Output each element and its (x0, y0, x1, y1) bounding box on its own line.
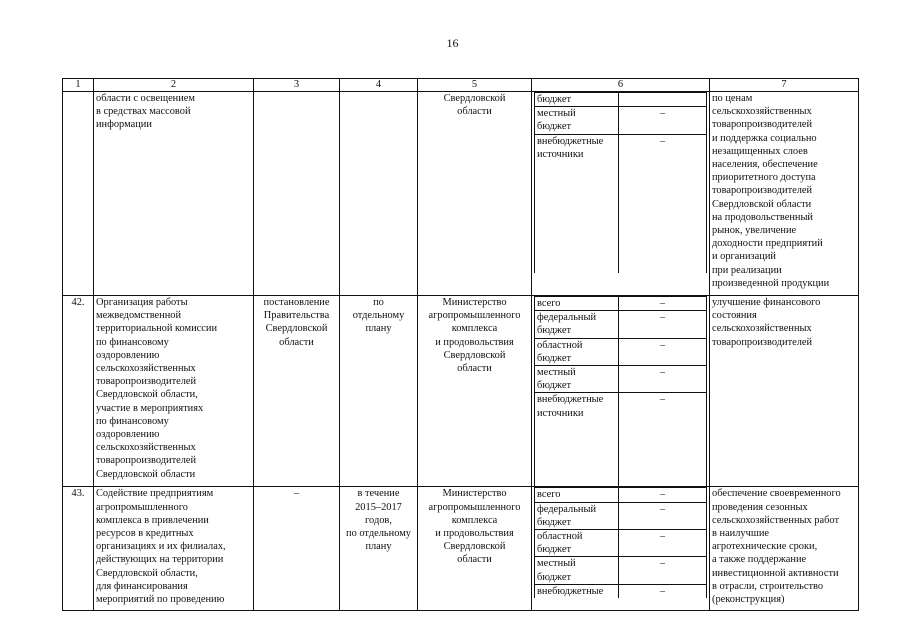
header-col-2: 2 (94, 79, 254, 92)
funding-sources (532, 487, 710, 611)
funding-source-value: – (619, 311, 707, 338)
funding-sources (532, 92, 710, 296)
funding-source-value: – (619, 338, 707, 365)
funding-source-label: федеральный бюджет (535, 311, 619, 338)
term-text: в течение 2015–2017 годов, по отдельному плану (340, 487, 418, 611)
funding-source-value: – (619, 502, 707, 529)
program-activities-table (62, 78, 859, 611)
funding-row (535, 393, 707, 487)
funding-source-label: внебюджетные (535, 584, 619, 598)
executor-text: Министерство агропромышленного комплекса и продовольствия Свердловской области (418, 487, 532, 611)
row-number: 43. (63, 487, 94, 611)
funding-source-value: – (619, 366, 707, 393)
basis-text: постановление Правительства Свердловской области (254, 296, 340, 487)
funding-source-value: – (619, 107, 707, 134)
measure-text: Содействие предприятиям агропромышленного комплекса в привлечении ресурсов в кредитных организациях и их филиалах, действующих на территории Свердловской области, для финансирования мероприятий по проведению (94, 487, 254, 611)
header-col-6: 6 (532, 79, 710, 92)
funding-row (535, 134, 707, 273)
funding-row (535, 530, 707, 557)
funding-row (535, 93, 707, 107)
funding-source-value (619, 93, 707, 107)
header-col-4: 4 (340, 79, 418, 92)
funding-source-label: федеральный бюджет (535, 502, 619, 529)
funding-row (535, 366, 707, 393)
funding-source-label: всего (535, 488, 619, 502)
funding-row (535, 311, 707, 338)
funding-row (535, 584, 707, 598)
result-text: по ценам сельскохозяйственных товаропроизводителей и поддержка социально незащищенных слоев населения, обеспечение приоритетного доступа товаропроизводителей Свердловской области на продовольственный рынок, увеличение доходности предприятий и организаций при реализации произведенной продукции (710, 92, 859, 296)
funding-source-value: – (619, 530, 707, 557)
funding-source-label: бюджет (535, 93, 619, 107)
funding-source-label: областной бюджет (535, 338, 619, 365)
funding-source-label: областной бюджет (535, 530, 619, 557)
funding-source-label: местный бюджет (535, 557, 619, 584)
basis-text: – (254, 487, 340, 611)
funding-source-label: всего (535, 297, 619, 311)
funding-row (535, 488, 707, 502)
funding-row (535, 338, 707, 365)
funding-source-value: – (619, 584, 707, 598)
measure-text: Организация работы межведомственной территориальной комиссии по финансовому оздоровлению сельскохозяйственных товаропроизводителей Свердловской области, участие в мероприятиях по финансовому оздоровлению сельскохозяйственных товаропроизводителей Свердловской области (94, 296, 254, 487)
header-col-7: 7 (710, 79, 859, 92)
measure-text: области с освещением в средствах массовой информации (94, 92, 254, 296)
funding-source-value: – (619, 557, 707, 584)
funding-source-value: – (619, 297, 707, 311)
term-text: по отдельному плану (340, 296, 418, 487)
funding-source-label: внебюджетные источники (535, 134, 619, 273)
executor-text: Свердловской области (418, 92, 532, 296)
funding-source-label: местный бюджет (535, 107, 619, 134)
header-col-1: 1 (63, 79, 94, 92)
row-number: 42. (63, 296, 94, 487)
result-text: улучшение финансового состояния сельскохозяйственных товаропроизводителей (710, 296, 859, 487)
funding-source-value: – (619, 488, 707, 502)
header-col-3: 3 (254, 79, 340, 92)
funding-row (535, 107, 707, 134)
funding-source-label: внебюджетные источники (535, 393, 619, 487)
funding-sources (532, 296, 710, 487)
result-text: обеспечение своевременного проведения сезонных сельскохозяйственных работ в наилучшие агротехнические сроки, а также поддержание инвестиционной активности в отрасли, строительство (реконструкция) (710, 487, 859, 611)
funding-source-value: – (619, 393, 707, 487)
term-text (340, 92, 418, 296)
executor-text: Министерство агропромышленного комплекса и продовольствия Свердловской области (418, 296, 532, 487)
table-row (63, 296, 859, 487)
funding-row (535, 502, 707, 529)
funding-source-value: – (619, 134, 707, 273)
header-col-5: 5 (418, 79, 532, 92)
table-row (63, 487, 859, 611)
funding-source-label: местный бюджет (535, 366, 619, 393)
page-number: 16 (446, 36, 459, 50)
basis-text (254, 92, 340, 296)
funding-row (535, 557, 707, 584)
table-row (63, 92, 859, 296)
header-row (63, 79, 859, 92)
funding-row (535, 297, 707, 311)
row-number (63, 92, 94, 296)
